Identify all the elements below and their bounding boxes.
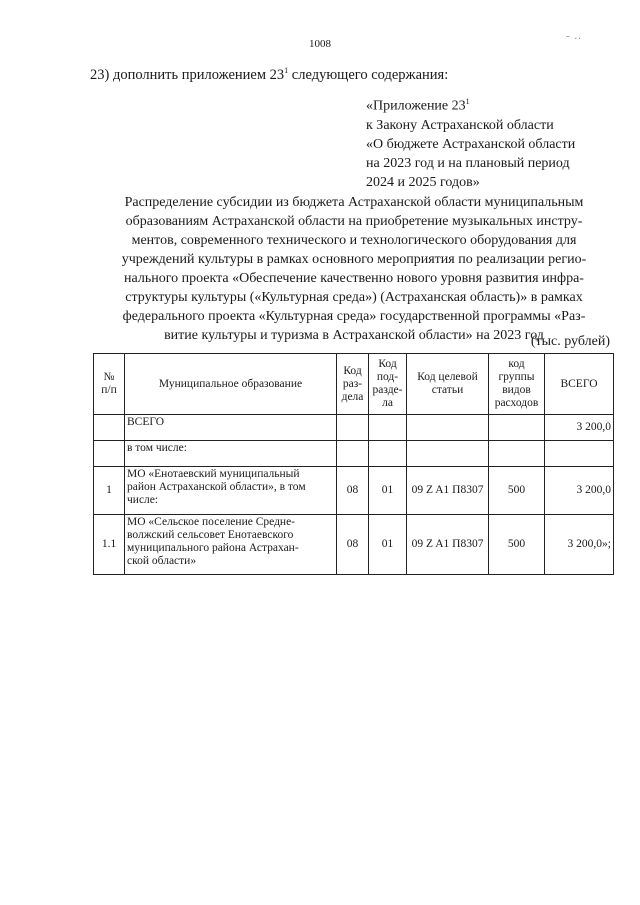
intro-superscript: 1: [284, 66, 289, 75]
cell-total: 3 200,0: [545, 467, 614, 515]
cell-target: 09 Z A1 П8307: [407, 515, 489, 575]
cell-subsection: 01: [369, 515, 407, 575]
cell-total: 3 200,0»;: [545, 515, 614, 575]
cell-section: 08: [337, 467, 369, 515]
table-row: [94, 415, 614, 441]
cell-expense: 500: [489, 467, 545, 515]
cell-section: [337, 441, 369, 467]
units-label: (тыс. рублей): [530, 334, 610, 349]
appendix-line-1: [366, 92, 575, 116]
appendix-line-5: 2024 и 2025 годов»: [366, 174, 480, 190]
title-line: нального проекта «Обеспечение качественно нового уровня развития инфра-: [124, 271, 584, 286]
header-total: ВСЕГО: [545, 354, 614, 415]
title-line: ментов, современного технического и технологического оборудования для: [131, 233, 577, 248]
cell-target: 09 Z A1 П8307: [407, 467, 489, 515]
cell-expense: 500: [489, 515, 545, 575]
intro-line: [90, 66, 448, 84]
title-line: учреждений культуры в рамках основного мероприятия по реализации регио-: [121, 252, 587, 267]
appendix-line-1-text: «Приложение 23: [366, 98, 466, 114]
cell-section: [337, 415, 369, 441]
appendix-line-2: к Закону Астраханской области: [366, 117, 554, 133]
cell-num: 1: [94, 467, 125, 515]
subsidy-table: [93, 353, 614, 575]
cell-expense: [489, 415, 545, 441]
cell-total: [545, 441, 614, 467]
title-line: витие культуры и туризма в Астраханской области» на 2023 год: [164, 328, 544, 343]
cell-municipality: в том числе:: [125, 441, 337, 467]
title-line: структуры культуры («Культурная среда») (Астраханская область)» в рамках: [125, 290, 583, 305]
appendix-line-1-superscript: 1: [465, 97, 470, 106]
table-row: [94, 515, 614, 575]
cell-municipality: МО «Сельское поселение Средне- волжский сельсовет Енотаевского муниципального района Астрахан- ской области»: [125, 515, 337, 575]
header-target-code: Код целевой статьи: [407, 354, 489, 415]
intro-tail: следующего содержания:: [288, 66, 449, 83]
cell-municipality: МО «Енотаевский муниципальный район Астраханской области», в том числе:: [125, 467, 337, 515]
table-row: [94, 441, 614, 467]
appendix-line-4: на 2023 год и на плановый период: [366, 155, 570, 171]
header-municipality: Муниципальное образование: [125, 354, 337, 415]
page-number: 1008: [309, 38, 331, 50]
table-header-row: [94, 354, 614, 415]
cell-section: 08: [337, 515, 369, 575]
intro-text: 23) дополнить приложением 23: [90, 66, 285, 83]
cell-num: [94, 441, 125, 467]
cell-subsection: [369, 415, 407, 441]
header-subsection-code: Код под- разде- ла: [369, 354, 407, 415]
table-row: [94, 467, 614, 515]
title-line: федерального проекта «Культурная среда» государственной программы «Раз-: [122, 309, 586, 324]
cell-municipality: ВСЕГО: [125, 415, 337, 441]
header-expense-group: код группы видов расходов: [489, 354, 545, 415]
title-line: образованиям Астраханской области на приобретение музыкальных инстру-: [125, 214, 583, 229]
cell-expense: [489, 441, 545, 467]
cell-num: 1.1: [94, 515, 125, 575]
title-line: Распределение субсидии из бюджета Астраханской области муниципальным: [124, 195, 584, 210]
cell-subsection: [369, 441, 407, 467]
cell-target: [407, 441, 489, 467]
cell-num: [94, 415, 125, 441]
appendix-heading: [366, 92, 575, 192]
document-title: [96, 193, 612, 345]
appendix-line-3: «О бюджете Астраханской области: [366, 136, 576, 152]
cell-subsection: 01: [369, 467, 407, 515]
header-num: № п/п: [94, 354, 125, 415]
header-section-code: Код раз- дела: [337, 354, 369, 415]
cell-target: [407, 415, 489, 441]
corner-mark: - ..: [566, 30, 582, 42]
cell-total: 3 200,0: [545, 415, 614, 441]
